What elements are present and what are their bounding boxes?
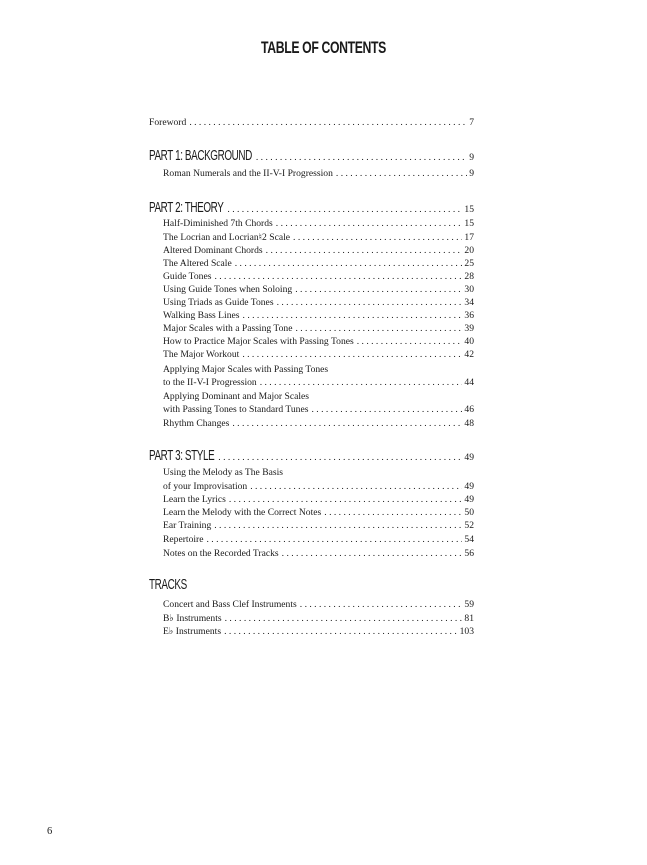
toc-entry-label: Learn the Melody with the Correct Notes	[163, 507, 322, 518]
toc-entry[interactable]	[163, 507, 474, 518]
toc-entry-page: 25	[464, 258, 474, 269]
dot-leader	[311, 404, 462, 415]
toc-entry[interactable]	[163, 336, 474, 347]
toc-entry-page: 9	[469, 152, 474, 163]
toc-entry-page: 48	[464, 418, 474, 429]
page-title: TABLE OF CONTENTS	[261, 38, 386, 57]
toc-entry-foreword[interactable]	[149, 117, 474, 128]
dot-leader	[295, 284, 462, 295]
toc-entry-label-line1[interactable]: Applying Dominant and Major Scales	[163, 391, 310, 402]
dot-leader	[357, 336, 463, 347]
toc-entry-label: Major Scales with a Passing Tone	[163, 323, 293, 334]
toc-entry[interactable]	[163, 481, 474, 492]
toc-entry-label: Using Triads as Guide Tones	[163, 297, 274, 308]
toc-entry-page: 7	[469, 117, 474, 128]
tracks-heading[interactable]: TRACKS	[149, 576, 187, 593]
toc-entry-label-line1[interactable]: Applying Major Scales with Passing Tones	[163, 364, 329, 375]
dot-leader	[256, 152, 467, 163]
toc-entry-label: Roman Numerals and the II-V-I Progression	[163, 168, 333, 179]
toc-entry[interactable]	[163, 284, 474, 295]
dot-leader	[214, 271, 462, 282]
dot-leader	[243, 310, 463, 321]
toc-entry-page: 34	[464, 297, 474, 308]
dot-leader	[207, 534, 463, 545]
toc-entry-label: Repertoire	[163, 534, 204, 545]
dot-leader	[250, 481, 462, 492]
toc-entry[interactable]	[163, 404, 474, 415]
toc-entry-label: Using Guide Tones when Soloing	[163, 284, 293, 295]
toc-entry-label: Guide Tones	[163, 271, 212, 282]
dot-leader	[242, 349, 462, 360]
toc-entry-page: 9	[469, 168, 474, 179]
toc-entry-page: 44	[464, 377, 474, 388]
dot-leader	[293, 232, 462, 243]
dot-leader	[295, 323, 462, 334]
toc-entry-page: 81	[464, 613, 474, 624]
toc-entry-page: 40	[464, 336, 474, 347]
toc-entry-page: 56	[464, 548, 474, 559]
toc-entry-page: 28	[464, 271, 474, 282]
toc-entry[interactable]	[163, 232, 474, 243]
toc-entry-page: 30	[464, 284, 474, 295]
toc-entry-page: 54	[464, 534, 474, 545]
dot-leader	[214, 520, 462, 531]
toc-entry-page: 49	[464, 452, 474, 463]
dot-leader	[232, 418, 462, 429]
toc-entry-page: 20	[464, 245, 474, 256]
page-number: 6	[47, 826, 53, 837]
toc-entry-page: 15	[464, 204, 474, 215]
toc-entry-label: to the II-V-I Progression	[163, 377, 257, 388]
dot-leader	[300, 599, 463, 610]
toc-entry[interactable]	[163, 310, 474, 321]
toc-entry[interactable]	[163, 377, 474, 388]
dot-leader	[225, 613, 463, 624]
dot-leader	[235, 258, 463, 269]
toc-entry-label: Half-Diminished 7th Chords	[163, 218, 273, 229]
toc-entry-page: 15	[464, 218, 474, 229]
toc-entry-page: 50	[464, 507, 474, 518]
toc-entry[interactable]	[163, 323, 474, 334]
toc-entry[interactable]	[163, 613, 474, 624]
toc-entry-label: Ear Training	[163, 520, 212, 531]
toc-entry-label: The Major Workout	[163, 349, 240, 360]
toc-entry-label: The Locrian and Locrian♮2 Scale	[163, 232, 291, 243]
part-heading: PART 3: STYLE	[149, 447, 215, 464]
dot-leader	[218, 452, 462, 463]
toc-entry-page: 17	[464, 232, 474, 243]
toc-entry-label: Rhythm Changes	[163, 418, 230, 429]
toc-entry[interactable]	[163, 626, 474, 637]
toc-entry[interactable]	[163, 494, 474, 505]
toc-entry-page: 36	[464, 310, 474, 321]
toc-entry[interactable]	[163, 599, 474, 610]
part-heading: PART 1: BACKGROUND	[149, 147, 252, 164]
toc-entry-page: 103	[459, 626, 474, 637]
toc-entry-label: B♭ Instruments	[163, 613, 222, 624]
dot-leader	[266, 245, 463, 256]
toc-entry-label: Learn the Lyrics	[163, 494, 226, 505]
toc-entry-page: 46	[464, 404, 474, 415]
toc-entry-label: Walking Bass Lines	[163, 310, 240, 321]
toc-entry-label: The Altered Scale	[163, 258, 232, 269]
toc-entry-label: Notes on the Recorded Tracks	[163, 548, 279, 559]
toc-entry-page: 49	[464, 481, 474, 492]
toc-entry-label: with Passing Tones to Standard Tunes	[163, 404, 309, 415]
dot-leader	[189, 117, 467, 128]
toc-entry[interactable]	[163, 548, 474, 559]
toc-entry[interactable]	[163, 218, 474, 229]
toc-part-3[interactable]	[149, 447, 474, 464]
dot-leader	[336, 168, 467, 179]
toc-entry[interactable]	[163, 534, 474, 545]
toc-entry-page: 59	[464, 599, 474, 610]
toc-entry-label: of your Improvisation	[163, 481, 248, 492]
toc-entry[interactable]	[163, 349, 474, 360]
toc-entry-label-line1[interactable]: Using the Melody as The Basis	[163, 467, 284, 478]
dot-leader	[224, 626, 458, 637]
dot-leader	[260, 377, 463, 388]
part-heading: PART 2: THEORY	[149, 199, 224, 216]
dot-leader	[276, 218, 463, 229]
dot-leader	[324, 507, 462, 518]
toc-entry-page: 49	[464, 494, 474, 505]
toc-entry[interactable]	[163, 245, 474, 256]
dot-leader	[229, 494, 463, 505]
dot-leader	[277, 297, 463, 308]
toc-entry-page: 39	[464, 323, 474, 334]
dot-leader	[227, 204, 462, 215]
toc-entry[interactable]	[163, 418, 474, 429]
toc-entry-label: Concert and Bass Clef Instruments	[163, 599, 297, 610]
toc-entry[interactable]	[163, 258, 474, 269]
toc-entry-label: E♭ Instruments	[163, 626, 222, 637]
toc-entry-page: 42	[464, 349, 474, 360]
toc-part-2[interactable]	[149, 199, 474, 216]
dot-leader	[282, 548, 463, 559]
toc-entry[interactable]	[163, 297, 474, 308]
toc-entry-label: Altered Dominant Chords	[163, 245, 263, 256]
toc-entry[interactable]	[163, 271, 474, 282]
toc-entry[interactable]	[163, 520, 474, 531]
toc-entry-label: How to Practice Major Scales with Passing Tones	[163, 336, 354, 347]
toc-entry[interactable]	[163, 168, 474, 179]
toc-entry-page: 52	[464, 520, 474, 531]
toc-part-1[interactable]	[149, 147, 474, 164]
toc-entry-label: Foreword	[149, 117, 187, 128]
